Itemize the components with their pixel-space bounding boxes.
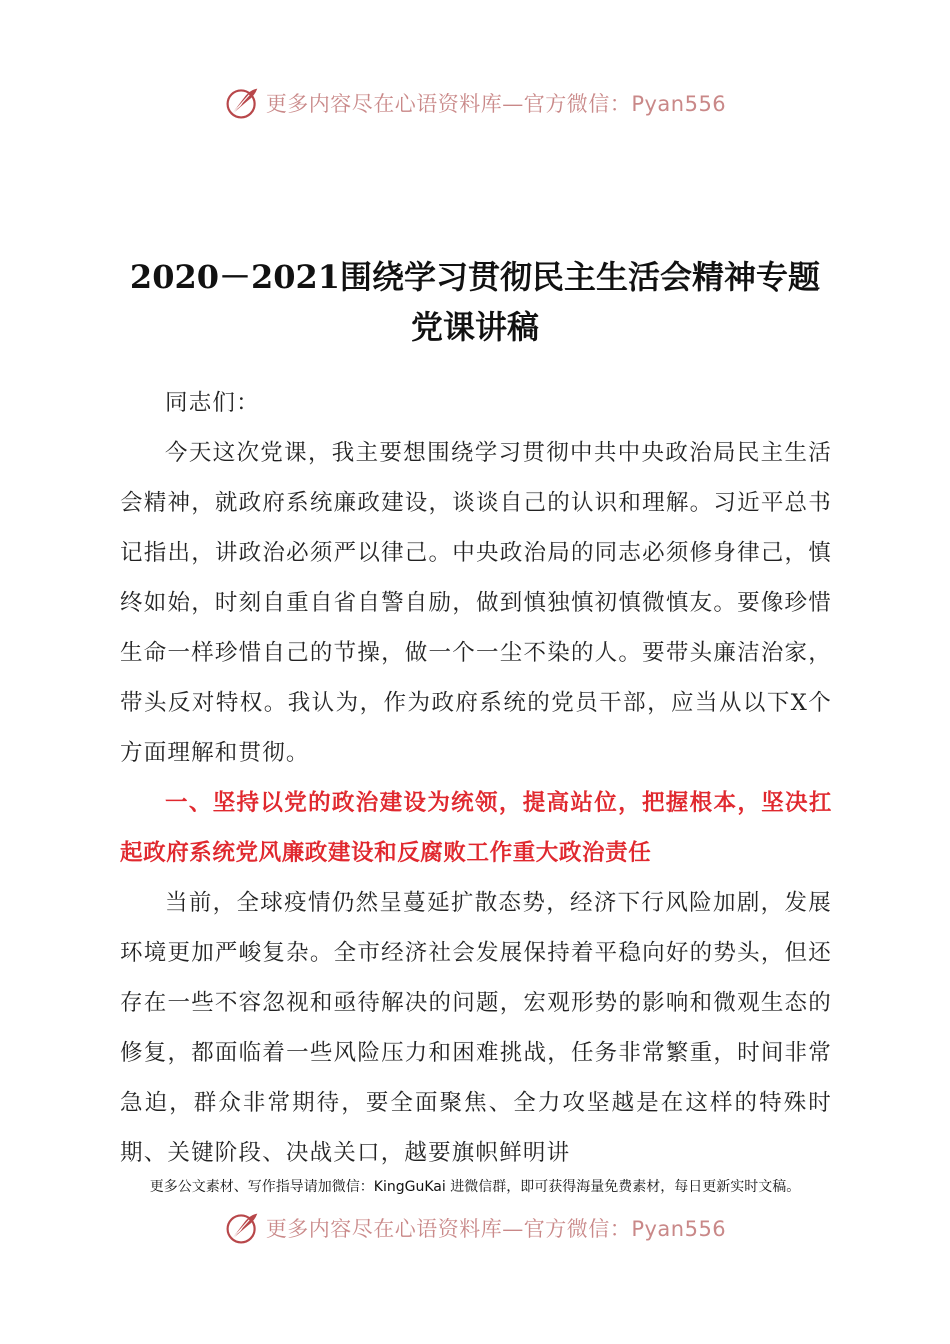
quill-logo-icon xyxy=(224,85,260,121)
footer-promo-note: 更多公文素材、写作指导请加微信：KingGuKai 进微信群，即可获得海量免费素材，每日更新实时文稿。 xyxy=(149,1179,801,1195)
document-title xyxy=(0,252,950,352)
header-banner xyxy=(0,83,950,123)
footer-banner xyxy=(0,1208,950,1248)
paragraph-section-1: 当前，全球疫情仍然呈蔓延扩散态势，经济下行风险加剧，发展环境更加严峻复杂。全市经济社会发展保持着平稳向好的势头，但还存在一些不容忽视和亟待解决的问题，宏观形势的影响和微观生态的修复，都面临着一些风险压力和困难挑战，任务非常繁重，时间非常急迫，群众非常期待，要全面聚焦、全力攻坚越是在这样的特殊时期、关键阶段、决战关口，越要旗帜鲜明讲 xyxy=(120,890,832,1166)
section-heading-1: 一、坚持以党的政治建设为统领，提高站位，把握根本，坚决扛起政府系统党风廉政建设和反腐败工作重大政治责任 xyxy=(120,790,832,866)
title-line-1: 2020－2021围绕学习贯彻民主生活会精神专题 xyxy=(129,258,821,296)
paragraph-intro: 今天这次党课，我主要想围绕学习贯彻中共中央政治局民主生活会精神，就政府系统廉政建设，谈谈自己的认识和理解。习近平总书记指出，讲政治必须严以律己。中央政治局的同志必须修身律己，慎终如始，时刻自重自省自警自励，做到慎独慎初慎微慎友。要像珍惜生命一样珍惜自己的节操，做一个一尘不染的人。要带头廉洁治家，带头反对特权。我认为，作为政府系统的党员干部，应当从以下X个方面理解和贯彻。 xyxy=(120,440,832,766)
title-line-2: 党课讲稿 xyxy=(410,308,539,346)
document-body xyxy=(120,378,832,1178)
salutation: 同志们： xyxy=(165,390,260,416)
footer-banner-text: 更多内容尽在心语资料库—官方微信：Pyan556 xyxy=(265,1217,727,1241)
footer-wechat-id: Pyan556 xyxy=(631,1217,727,1241)
quill-logo-icon xyxy=(224,1210,260,1246)
header-banner-text: 更多内容尽在心语资料库—官方微信：Pyan556 xyxy=(265,92,727,116)
header-wechat-id: Pyan556 xyxy=(631,92,727,116)
